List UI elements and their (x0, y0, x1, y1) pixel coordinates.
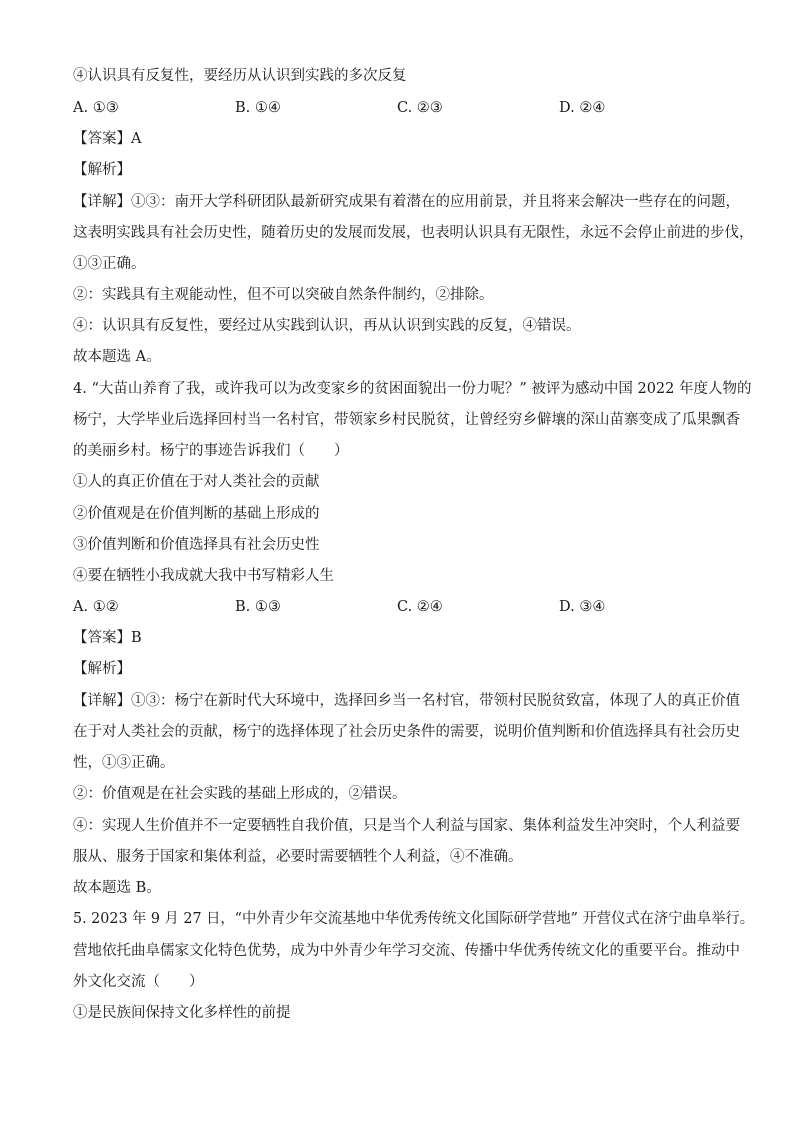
q3-analysis-label: 【解析】 (73, 162, 131, 178)
q5-stem-line: 营地依托曲阜儒家文化特色优势，成为中外青少年学习交流、传播中华优秀传统文化的重要平台。推动中 (73, 943, 740, 959)
q4-statement-1: ①人的真正价值在于对人类社会的贡献 (73, 474, 320, 490)
q4-detail-line: ②：价值观是在社会实践的基础上形成的，②错误。 (73, 786, 407, 802)
q3-answer: 【答案】A (73, 131, 142, 147)
q4-conclusion: 故本题选 B。 (73, 880, 161, 896)
q4-option-d: D. ③④ (559, 599, 606, 615)
q3-conclusion: 故本题选 A。 (73, 349, 161, 365)
q3-option-c: C. ②③ (397, 100, 443, 116)
q4-statement-2: ②价值观是在价值判断的基础上形成的 (73, 506, 320, 522)
q4-detail-line: 服从、服务于国家和集体利益，必要时需要牺牲个人利益，④不准确。 (73, 849, 523, 865)
q3-statement-4: ④认识具有反复性，要经历从认识到实践的多次反复 (73, 68, 407, 84)
q4-options (73, 597, 733, 617)
q4-stem-line: 杨宁，大学毕业后选择回村当一名村官，带领家乡村民脱贫，让曾经穷乡僻壤的深山苗寨变成了瓜果飘香 (73, 412, 740, 428)
q4-stem-line: 4. “大苗山养育了我，或许我可以为改变家乡的贫困面貌出一份力呢？” 被评为感动中国 2022 年度人物的 (73, 381, 752, 397)
q5-stem-line: 外文化交流（ ） (73, 974, 204, 990)
q3-options (73, 98, 733, 118)
q5-statement-1: ①是民族间保持文化多样性的前提 (73, 1005, 291, 1021)
q3-option-d: D. ②④ (559, 100, 606, 116)
q4-answer: 【答案】B (73, 630, 142, 646)
q3-detail-line: ④：认识具有反复性，要经过从实践到认识，再从认识到实践的反复，④错误。 (73, 318, 581, 334)
q4-detail-line: ④：实现人生价值并不一定要牺牲自我价值，只是当个人利益与国家、集体利益发生冲突时，个人利益要 (73, 818, 740, 834)
q3-detail-line: 这表明实践具有社会历史性，随着历史的发展而发展，也表明认识具有无限性，永远不会停止前进的步伐， (73, 225, 754, 241)
q4-statement-4: ④要在牺牲小我成就大我中书写精彩人生 (73, 568, 334, 584)
q4-analysis-label: 【解析】 (73, 661, 131, 677)
q4-detail-line: 在于对人类社会的贡献，杨宁的选择体现了社会历史条件的需要，说明价值判断和价值选择具有社会历史 (73, 724, 740, 740)
q5-stem-line: 5. 2023 年 9 月 27 日，“中外青少年交流基地中华优秀传统文化国际研学营地” 开营仪式在济宁曲阜举行。 (73, 911, 754, 927)
q4-stem-line: 的美丽乡村。杨宁的事迹告诉我们（ ） (73, 443, 349, 459)
q3-detail-line: ①③正确。 (73, 256, 146, 272)
q3-option-b: B. ①④ (235, 100, 281, 116)
q4-option-a: A. ①② (73, 599, 119, 615)
q3-option-a: A. ①③ (73, 100, 119, 116)
q3-detail-line: ②：实践具有主观能动性，但不可以突破自然条件制约，②排除。 (73, 287, 494, 303)
q3-detail-line: 【详解】①③：南开大学科研团队最新研究成果有着潜在的应用前景，并且将来会解决一些存在的问题， (73, 194, 740, 210)
q4-detail-line: 性，①③正确。 (73, 755, 175, 771)
q4-detail-line: 【详解】①③：杨宁在新时代大环境中，选择回乡当一名村官，带领村民脱贫致富，体现了人的真正价值 (73, 693, 740, 709)
q4-option-b: B. ①③ (235, 599, 281, 615)
q4-statement-3: ③价值判断和价值选择具有社会历史性 (73, 537, 320, 553)
q4-option-c: C. ②④ (397, 599, 443, 615)
